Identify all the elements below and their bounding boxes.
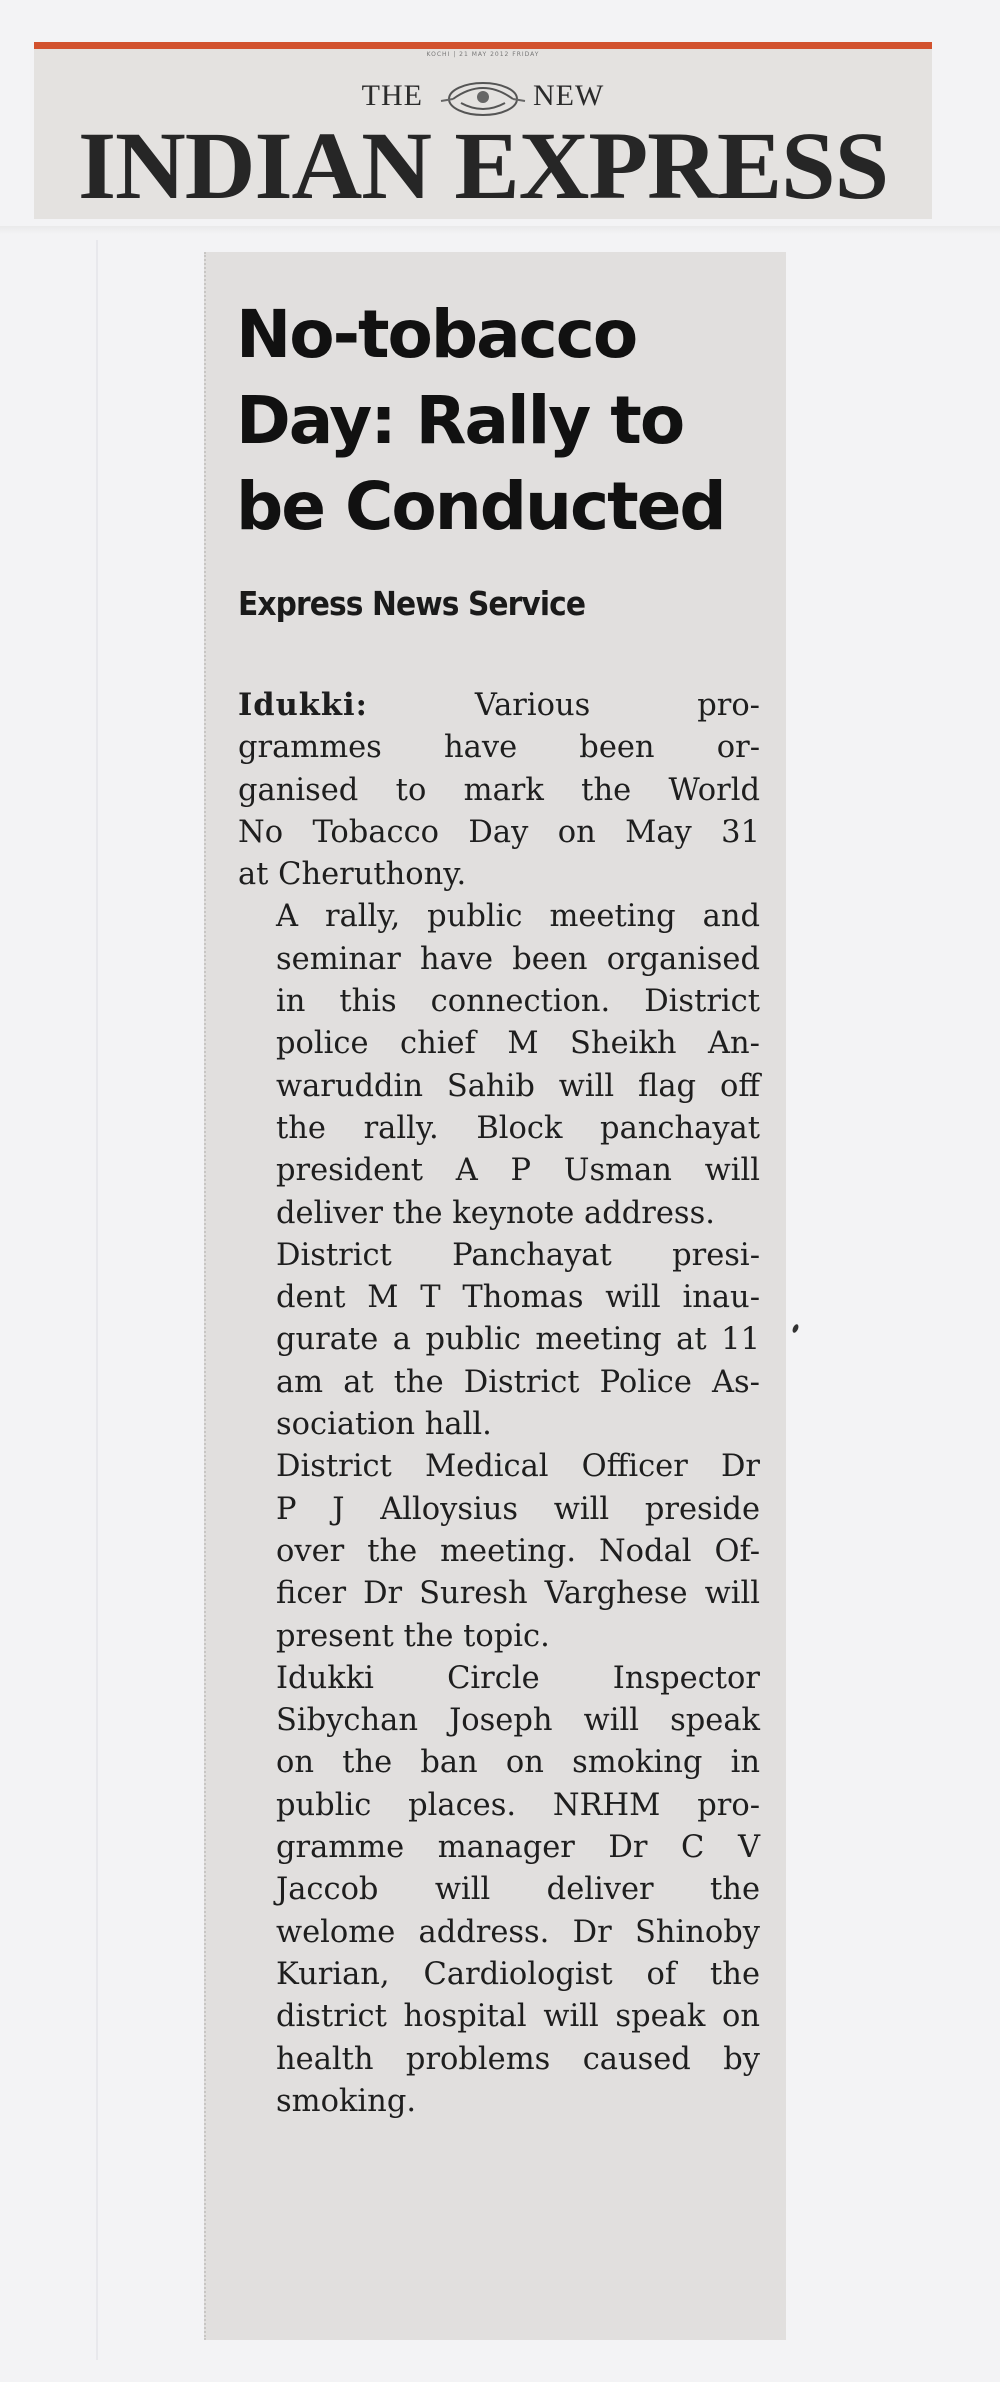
body-line: Idukki: Various pro- (238, 687, 760, 723)
body-line: Idukki Circle Inspector (276, 1660, 760, 1696)
scan-edge (0, 226, 1000, 234)
article-paragraph (238, 896, 760, 1234)
headline-line: Day: Rally to (236, 382, 684, 459)
body-line: in this connection. District (276, 984, 760, 1020)
scan-speck (791, 1323, 799, 1333)
masthead-dateline: KOCHI | 21 MAY 2012 FRIDAY (426, 51, 540, 58)
body-line: smoking. (276, 2083, 417, 2119)
body-line: gramme manager Dr C V (276, 1830, 760, 1866)
masthead-title: INDIAN EXPRESS (77, 112, 889, 219)
body-line: the rally. Block panchayat (276, 1110, 760, 1146)
body-line: sociation hall. (276, 1407, 492, 1443)
body-line: Jaccob will deliver the (276, 1872, 760, 1908)
body-line: dent M T Thomas will inau- (276, 1280, 760, 1316)
body-line: grammes have been or- (238, 730, 760, 766)
headline-line: No-tobacco (236, 296, 637, 373)
body-line: over the meeting. Nodal Of- (276, 1533, 760, 1569)
article-headline (236, 292, 776, 550)
body-line: gurate a public meeting at 11 (276, 1322, 760, 1358)
article-paragraph (238, 1446, 760, 1657)
article-dateline: Idukki: (238, 687, 368, 723)
headline-line: be Conducted (236, 468, 725, 545)
body-line: president A P Usman will (276, 1153, 760, 1189)
body-line: ficer Dr Suresh Varghese will (276, 1576, 760, 1612)
body-line: on the ban on smoking in (276, 1745, 760, 1781)
news-article (204, 252, 786, 2340)
newspaper-masthead (34, 42, 932, 219)
body-line: P J Alloysius will preside (276, 1491, 760, 1527)
body-line: present the topic. (276, 1618, 550, 1654)
body-line: Sibychan Joseph will speak (276, 1703, 760, 1739)
body-line: health problems caused by (276, 2041, 760, 2077)
body-line: ganised to mark the World (238, 772, 760, 808)
body-line: district hospital will speak on (276, 1999, 760, 2035)
body-line: A rally, public meeting and (276, 899, 760, 935)
body-line: Kurian, Cardiologist of the (276, 1956, 760, 1992)
body-line: am at the District Police As- (276, 1364, 760, 1400)
page-fold-line (96, 240, 98, 2360)
body-line: District Medical Officer Dr (276, 1449, 760, 1485)
body-line: No Tobacco Day on May 31 (238, 814, 760, 850)
article-paragraph (238, 1658, 760, 2123)
masthead-new: NEW (533, 79, 605, 112)
body-line: public places. NRHM pro- (276, 1787, 760, 1823)
article-byline: Express News Service (238, 584, 586, 623)
body-line: seminar have been organised (276, 941, 760, 977)
masthead-the: THE (361, 79, 423, 112)
body-line: District Panchayat presi- (276, 1237, 760, 1273)
body-line: police chief M Sheikh An- (276, 1026, 760, 1062)
body-line: waruddin Sahib will flag off (276, 1068, 760, 1104)
article-body (238, 684, 760, 2123)
body-line: at Cheruthony. (238, 857, 467, 893)
body-line: deliver the keynote address. (276, 1195, 715, 1231)
article-paragraph (238, 684, 760, 896)
body-line: welome address. Dr Shinoby (276, 1914, 760, 1950)
article-paragraph (238, 1235, 760, 1446)
